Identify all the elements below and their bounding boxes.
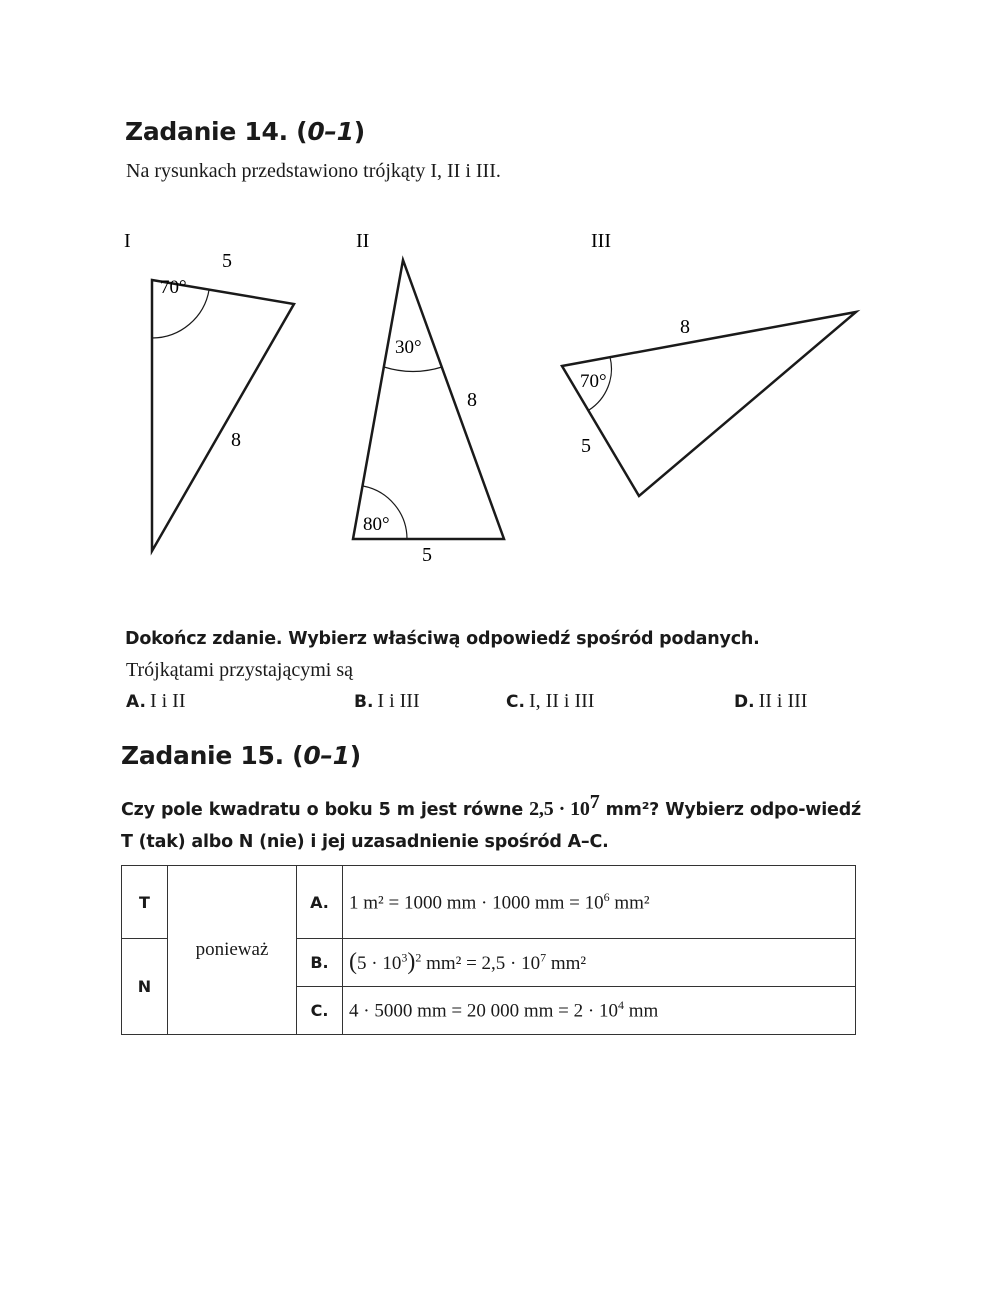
formula-part: 5 · 10 xyxy=(357,953,402,974)
triangle-iii-label: III xyxy=(591,230,611,252)
justification-b[interactable] xyxy=(343,939,856,987)
justification-b-letter[interactable]: B. xyxy=(297,939,343,987)
option-b[interactable] xyxy=(354,690,420,713)
question-math: 2,5 · 10 xyxy=(529,797,590,820)
formula-part: mm xyxy=(623,1000,659,1022)
triangles-figure xyxy=(0,0,1000,600)
triangle-iii-angle: 70° xyxy=(580,371,607,392)
triangle-i-angle: 70° xyxy=(160,277,187,298)
title-text: Zadanie 15. ( xyxy=(121,741,304,770)
task-15-title xyxy=(121,741,361,770)
formula-exp: 7 xyxy=(540,950,547,965)
triangle-i-label: I xyxy=(124,230,131,252)
title-points: 0–1 xyxy=(303,741,350,770)
answer-n[interactable]: N xyxy=(122,939,168,1035)
triangle-ii-angle-top: 30° xyxy=(395,337,422,358)
triangle-ii-label: II xyxy=(356,230,370,252)
question-text: Czy pole kwadratu o boku 5 m jest równe xyxy=(121,799,530,820)
formula-exp: 2 xyxy=(415,950,422,965)
triangle-iii-side-5: 5 xyxy=(581,435,591,457)
formula-exp: 3 xyxy=(401,950,408,965)
justification-c[interactable] xyxy=(343,987,856,1035)
option-text: I i II xyxy=(149,690,186,712)
formula-part: 4 · 5000 mm = 20 000 mm = 2 · 10 xyxy=(349,1000,618,1022)
triangle-i xyxy=(124,230,294,551)
title-text: Zadanie 14. ( xyxy=(125,117,308,146)
title-close: ) xyxy=(349,741,361,770)
task-14-stem: Trójkątami przystającymi są xyxy=(126,659,353,681)
justification-c-letter[interactable]: C. xyxy=(297,987,343,1035)
triangle-ii-angle-bottom: 80° xyxy=(363,514,390,535)
answer-t[interactable]: T xyxy=(122,866,168,939)
option-a[interactable] xyxy=(126,690,185,713)
formula-exp: 4 xyxy=(617,998,624,1013)
formula-part: mm² = 2,5 · 10 xyxy=(421,953,541,974)
triangle-iii xyxy=(562,230,856,496)
formula-part: 1 m² = 1000 mm · 1000 mm = 10 xyxy=(349,892,604,914)
title-close: ) xyxy=(353,117,365,146)
option-letter: B. xyxy=(354,692,374,712)
triangle-iii-side-8: 8 xyxy=(680,316,690,338)
task-15-question xyxy=(121,786,861,858)
title-points: 0–1 xyxy=(307,117,354,146)
triangle-i-side-5: 5 xyxy=(222,250,232,272)
answer-table xyxy=(121,865,856,1035)
question-text-2: mm²? Wybierz odpo-wiedź T (tak) albo N (nie) i jej uzasadnienie spośród A–C. xyxy=(121,799,862,852)
option-letter: D. xyxy=(734,692,755,712)
because-cell: ponieważ xyxy=(168,866,297,1035)
option-text: I i III xyxy=(377,690,420,712)
justification-a[interactable] xyxy=(343,866,856,939)
triangle-ii-side-8: 8 xyxy=(467,389,477,411)
formula-exp: 6 xyxy=(603,889,610,904)
triangle-ii xyxy=(353,230,504,566)
formula-paren: ) xyxy=(407,949,416,975)
triangle-i-side-8: 8 xyxy=(231,429,241,451)
triangle-ii-side-5: 5 xyxy=(422,544,432,566)
justification-a-letter[interactable]: A. xyxy=(297,866,343,939)
formula-part: mm² xyxy=(546,953,587,974)
formula-part: mm² xyxy=(609,892,650,914)
option-text: II i III xyxy=(758,690,808,712)
option-c[interactable] xyxy=(506,690,594,713)
option-letter: A. xyxy=(126,692,146,712)
question-math-exp: 7 xyxy=(589,791,600,813)
formula-paren: ( xyxy=(349,949,357,975)
task-14-instruction: Dokończ zdanie. Wybierz właściwą odpowiedź spośród podanych. xyxy=(125,629,760,649)
option-d[interactable] xyxy=(734,690,807,713)
task-14-intro: Na rysunkach przedstawiono trójkąty I, II i III. xyxy=(126,160,501,182)
option-text: I, II i III xyxy=(528,690,595,712)
option-letter: C. xyxy=(506,692,525,712)
